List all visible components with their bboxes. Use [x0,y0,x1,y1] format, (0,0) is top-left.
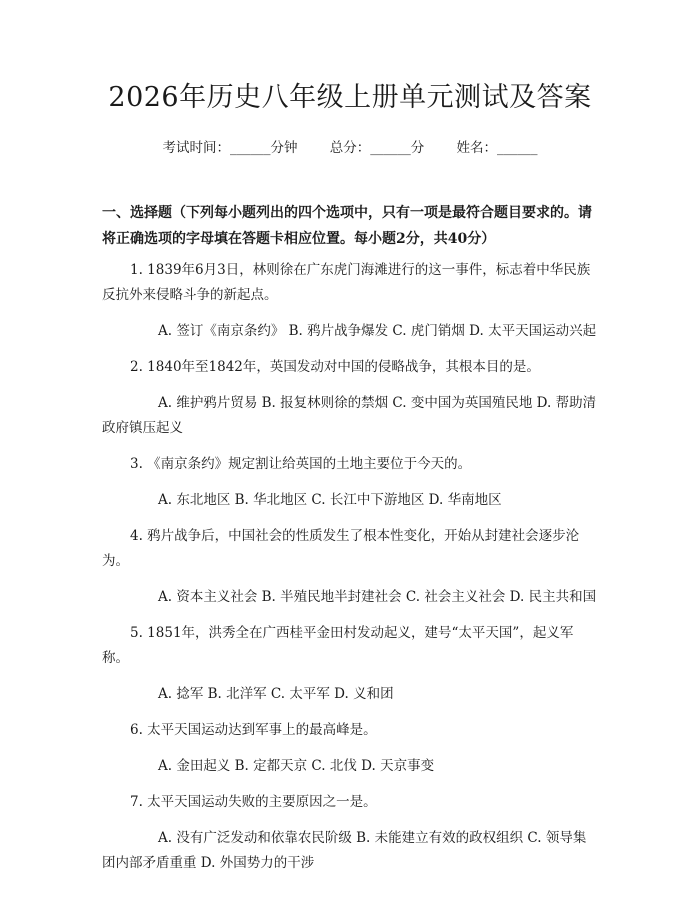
question-6-options: A. 金田起义 B. 定都天京 C. 北伐 D. 天京事变 [158,758,435,774]
student-name-field: 姓名：______ [456,140,538,156]
question-list [102,258,598,876]
question-2-options: A. 维护鸦片贸易 B. 报复林则徐的禁烟 C. 变中国为英国殖民地 D. 帮助清政府镇压起义 [102,395,597,436]
question-5-stem: 5. 1851年，洪秀全在广西桂平金田村发动起义，建号“太平天国”，起义军称。 [102,625,574,666]
question-5-options: A. 捻军 B. 北洋军 C. 太平军 D. 义和团 [158,686,394,702]
exam-time-field: 考试时间：______分钟 [162,140,298,156]
exam-meta [102,138,598,158]
total-score-field: 总分：______分 [329,140,425,156]
section-heading: 一、选择题（下列每小题列出的四个选项中，只有一项是最符合题目要求的。请将正确选项的字母填在答题卡相应位置。每小题2分，共40分） [102,205,592,247]
question-3-options: A. 东北地区 B. 华北地区 C. 长江中下游地区 D. 华南地区 [158,492,502,508]
question-2-stem: 2. 1840年至1842年，英国发动对中国的侵略战争，其根本目的是。 [130,359,540,375]
question-4-stem: 4. 鸦片战争后，中国社会的性质发生了根本性变化，开始从封建社会逐步沦为。 [102,528,580,569]
page-title: 2026年历史八年级上册单元测试及答案 [108,82,592,113]
question-7-options: A. 没有广泛发动和依靠农民阶级 B. 未能建立有效的政权组织 C. 领导集团内部矛盾重重 D. 外国势力的干涉 [102,830,587,871]
question-6-stem: 6. 太平天国运动达到军事上的最高峰是。 [130,722,377,738]
question-7-stem: 7. 太平天国运动失败的主要原因之一是。 [130,794,377,810]
question-4-options: A. 资本主义社会 B. 半殖民地半封建社会 C. 社会主义社会 D. 民主共和国 [158,589,597,605]
question-1-stem: 1. 1839年6月3日，林则徐在广东虎门海滩进行的这一事件，标志着中华民族反抗外来侵略斗争的新起点。 [102,262,591,303]
question-3-stem: 3. 《南京条约》规定割让给英国的土地主要位于今天的。 [130,456,472,472]
question-1-options: A. 签订《南京条约》 B. 鸦片战争爆发 C. 虎门销烟 D. 太平天国运动兴起 [158,323,597,339]
